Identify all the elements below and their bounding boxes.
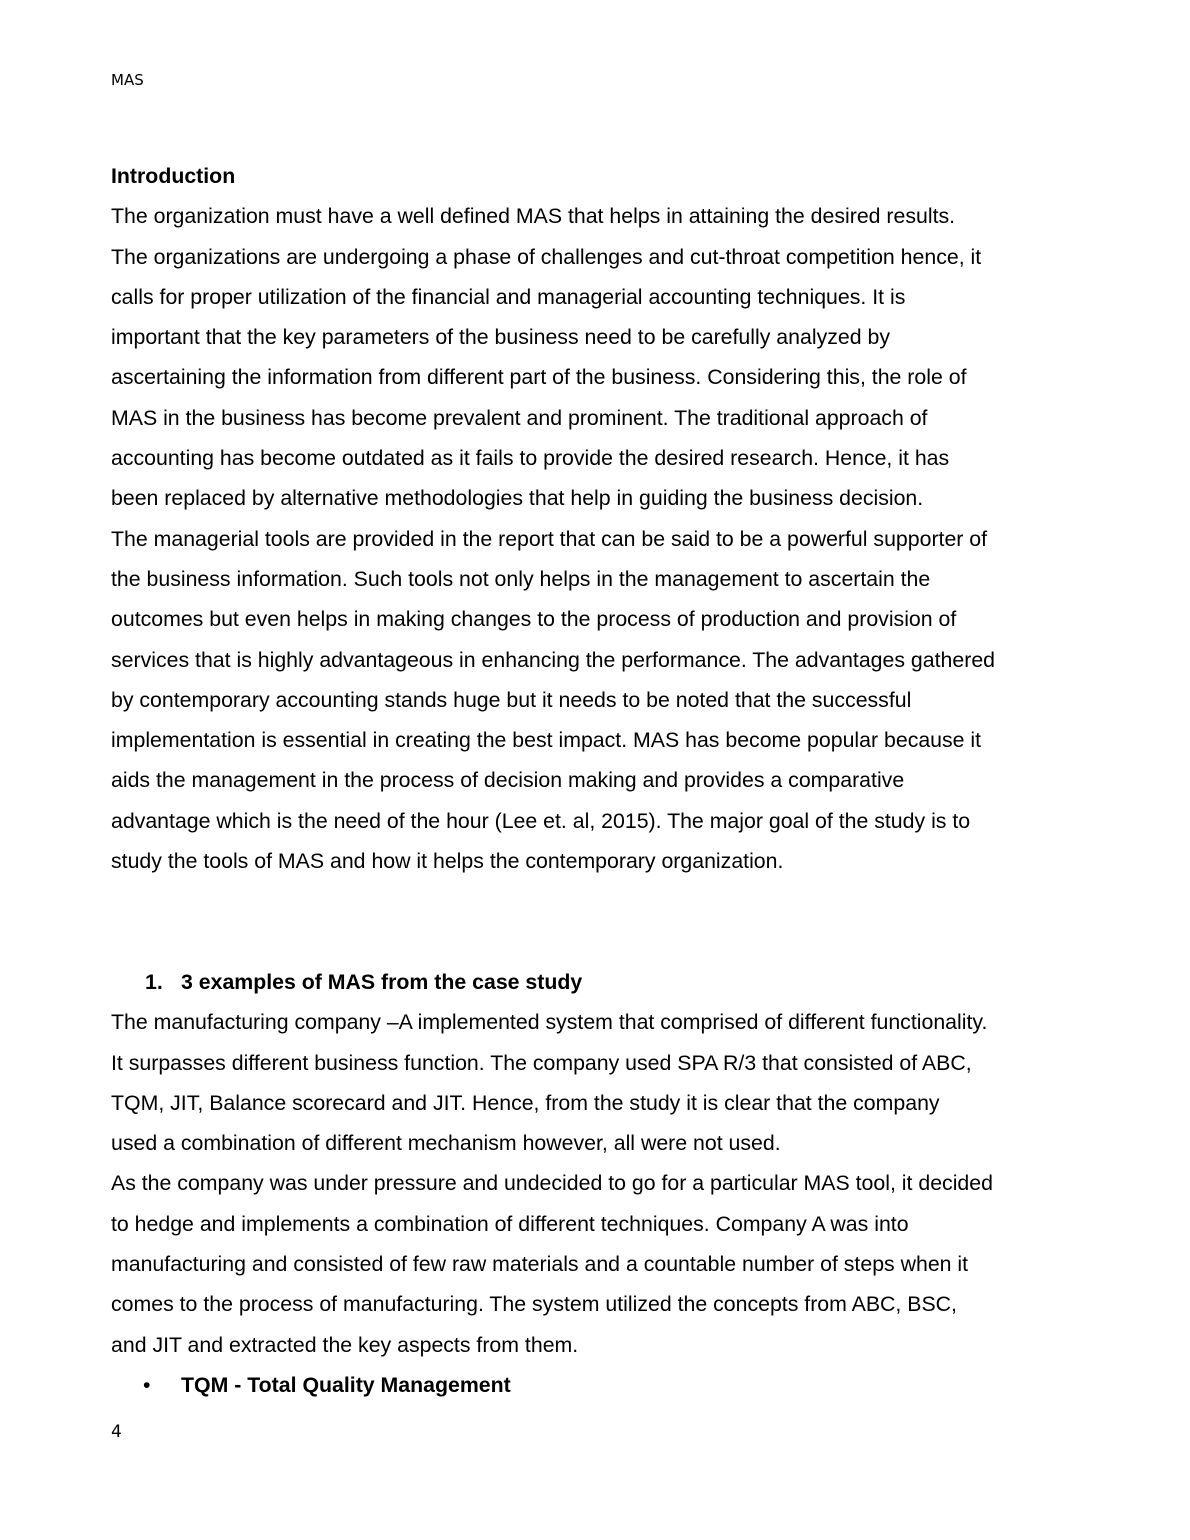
text-line: MAS in the business has become prevalent and prominent. The traditional approach of <box>111 405 928 430</box>
text-line: implementation is essential in creating the best impact. MAS has become popular because it <box>111 728 982 753</box>
section-1-paragraph-2 <box>111 1163 1091 1364</box>
tqm-heading-text: TQM - Total Quality Management <box>181 1372 511 1397</box>
text-line: The managerial tools are provided in the report that can be said to be a powerful supporter of <box>111 526 988 551</box>
text-line: calls for proper utilization of the financial and managerial accounting techniques. It is <box>111 284 906 309</box>
tqm-bullet-heading <box>111 1365 1091 1405</box>
text-line: the business information. Such tools not only helps in the management to ascertain the <box>111 566 931 591</box>
text-line: and JIT and extracted the key aspects from them. <box>111 1332 579 1357</box>
text-line: outcomes but even helps in making changes to the process of production and provision of <box>111 607 957 632</box>
text-line: used a combination of different mechanism however, all were not used. <box>111 1131 781 1156</box>
text-line: study the tools of MAS and how it helps the contemporary organization. <box>111 849 784 874</box>
text-line: by contemporary accounting stands huge but it needs to be noted that the successful <box>111 687 912 712</box>
section-spacer <box>111 881 1091 962</box>
text-line: manufacturing and consisted of few raw materials and a countable number of steps when it <box>111 1252 969 1277</box>
introduction-heading: Introduction <box>111 164 236 188</box>
text-line: It surpasses different business function. The company used SPA R/3 that consisted of ABC, <box>111 1050 972 1075</box>
text-line: to hedge and implements a combination of different techniques. Company A was into <box>111 1211 909 1236</box>
bullet-icon: • <box>143 1372 151 1397</box>
section-1-heading <box>111 962 1091 1002</box>
page-number: 4 <box>111 1422 122 1442</box>
intro-paragraph-1 <box>111 196 1091 518</box>
text-line: The manufacturing company –A implemented system that comprised of different functionality. <box>111 1010 988 1035</box>
text-line: The organizations are undergoing a phase of challenges and cut-throat competition hence, it <box>111 244 982 269</box>
section-1-heading-text: 3 examples of MAS from the case study <box>181 969 583 994</box>
list-number: 1. <box>145 969 163 994</box>
text-line: The organization must have a well defined MAS that helps in attaining the desired results. <box>111 204 956 229</box>
text-line: aids the management in the process of decision making and provides a comparative <box>111 768 905 793</box>
text-line: important that the key parameters of the business need to be carefully analyzed by <box>111 325 890 350</box>
text-line: ascertaining the information from different part of the business. Considering this, the role of <box>111 365 967 390</box>
text-line: TQM, JIT, Balance scorecard and JIT. Hence, from the study it is clear that the company <box>111 1090 940 1115</box>
section-1-paragraph-1 <box>111 1002 1091 1163</box>
document-body <box>111 156 1091 1405</box>
text-line: As the company was under pressure and undecided to go for a particular MAS tool, it decided <box>111 1171 993 1196</box>
text-line: services that is highly advantageous in enhancing the performance. The advantages gathered <box>111 647 996 672</box>
text-line: been replaced by alternative methodologies that help in guiding the business decision. <box>111 486 924 511</box>
text-line: comes to the process of manufacturing. The system utilized the concepts from ABC, BSC, <box>111 1292 957 1317</box>
text-line: accounting has become outdated as it fails to provide the desired research. Hence, it has <box>111 446 950 471</box>
text-line: advantage which is the need of the hour (Lee et. al, 2015). The major goal of the study is to <box>111 808 971 833</box>
intro-paragraph-2 <box>111 519 1091 882</box>
running-header: MAS <box>111 71 144 89</box>
